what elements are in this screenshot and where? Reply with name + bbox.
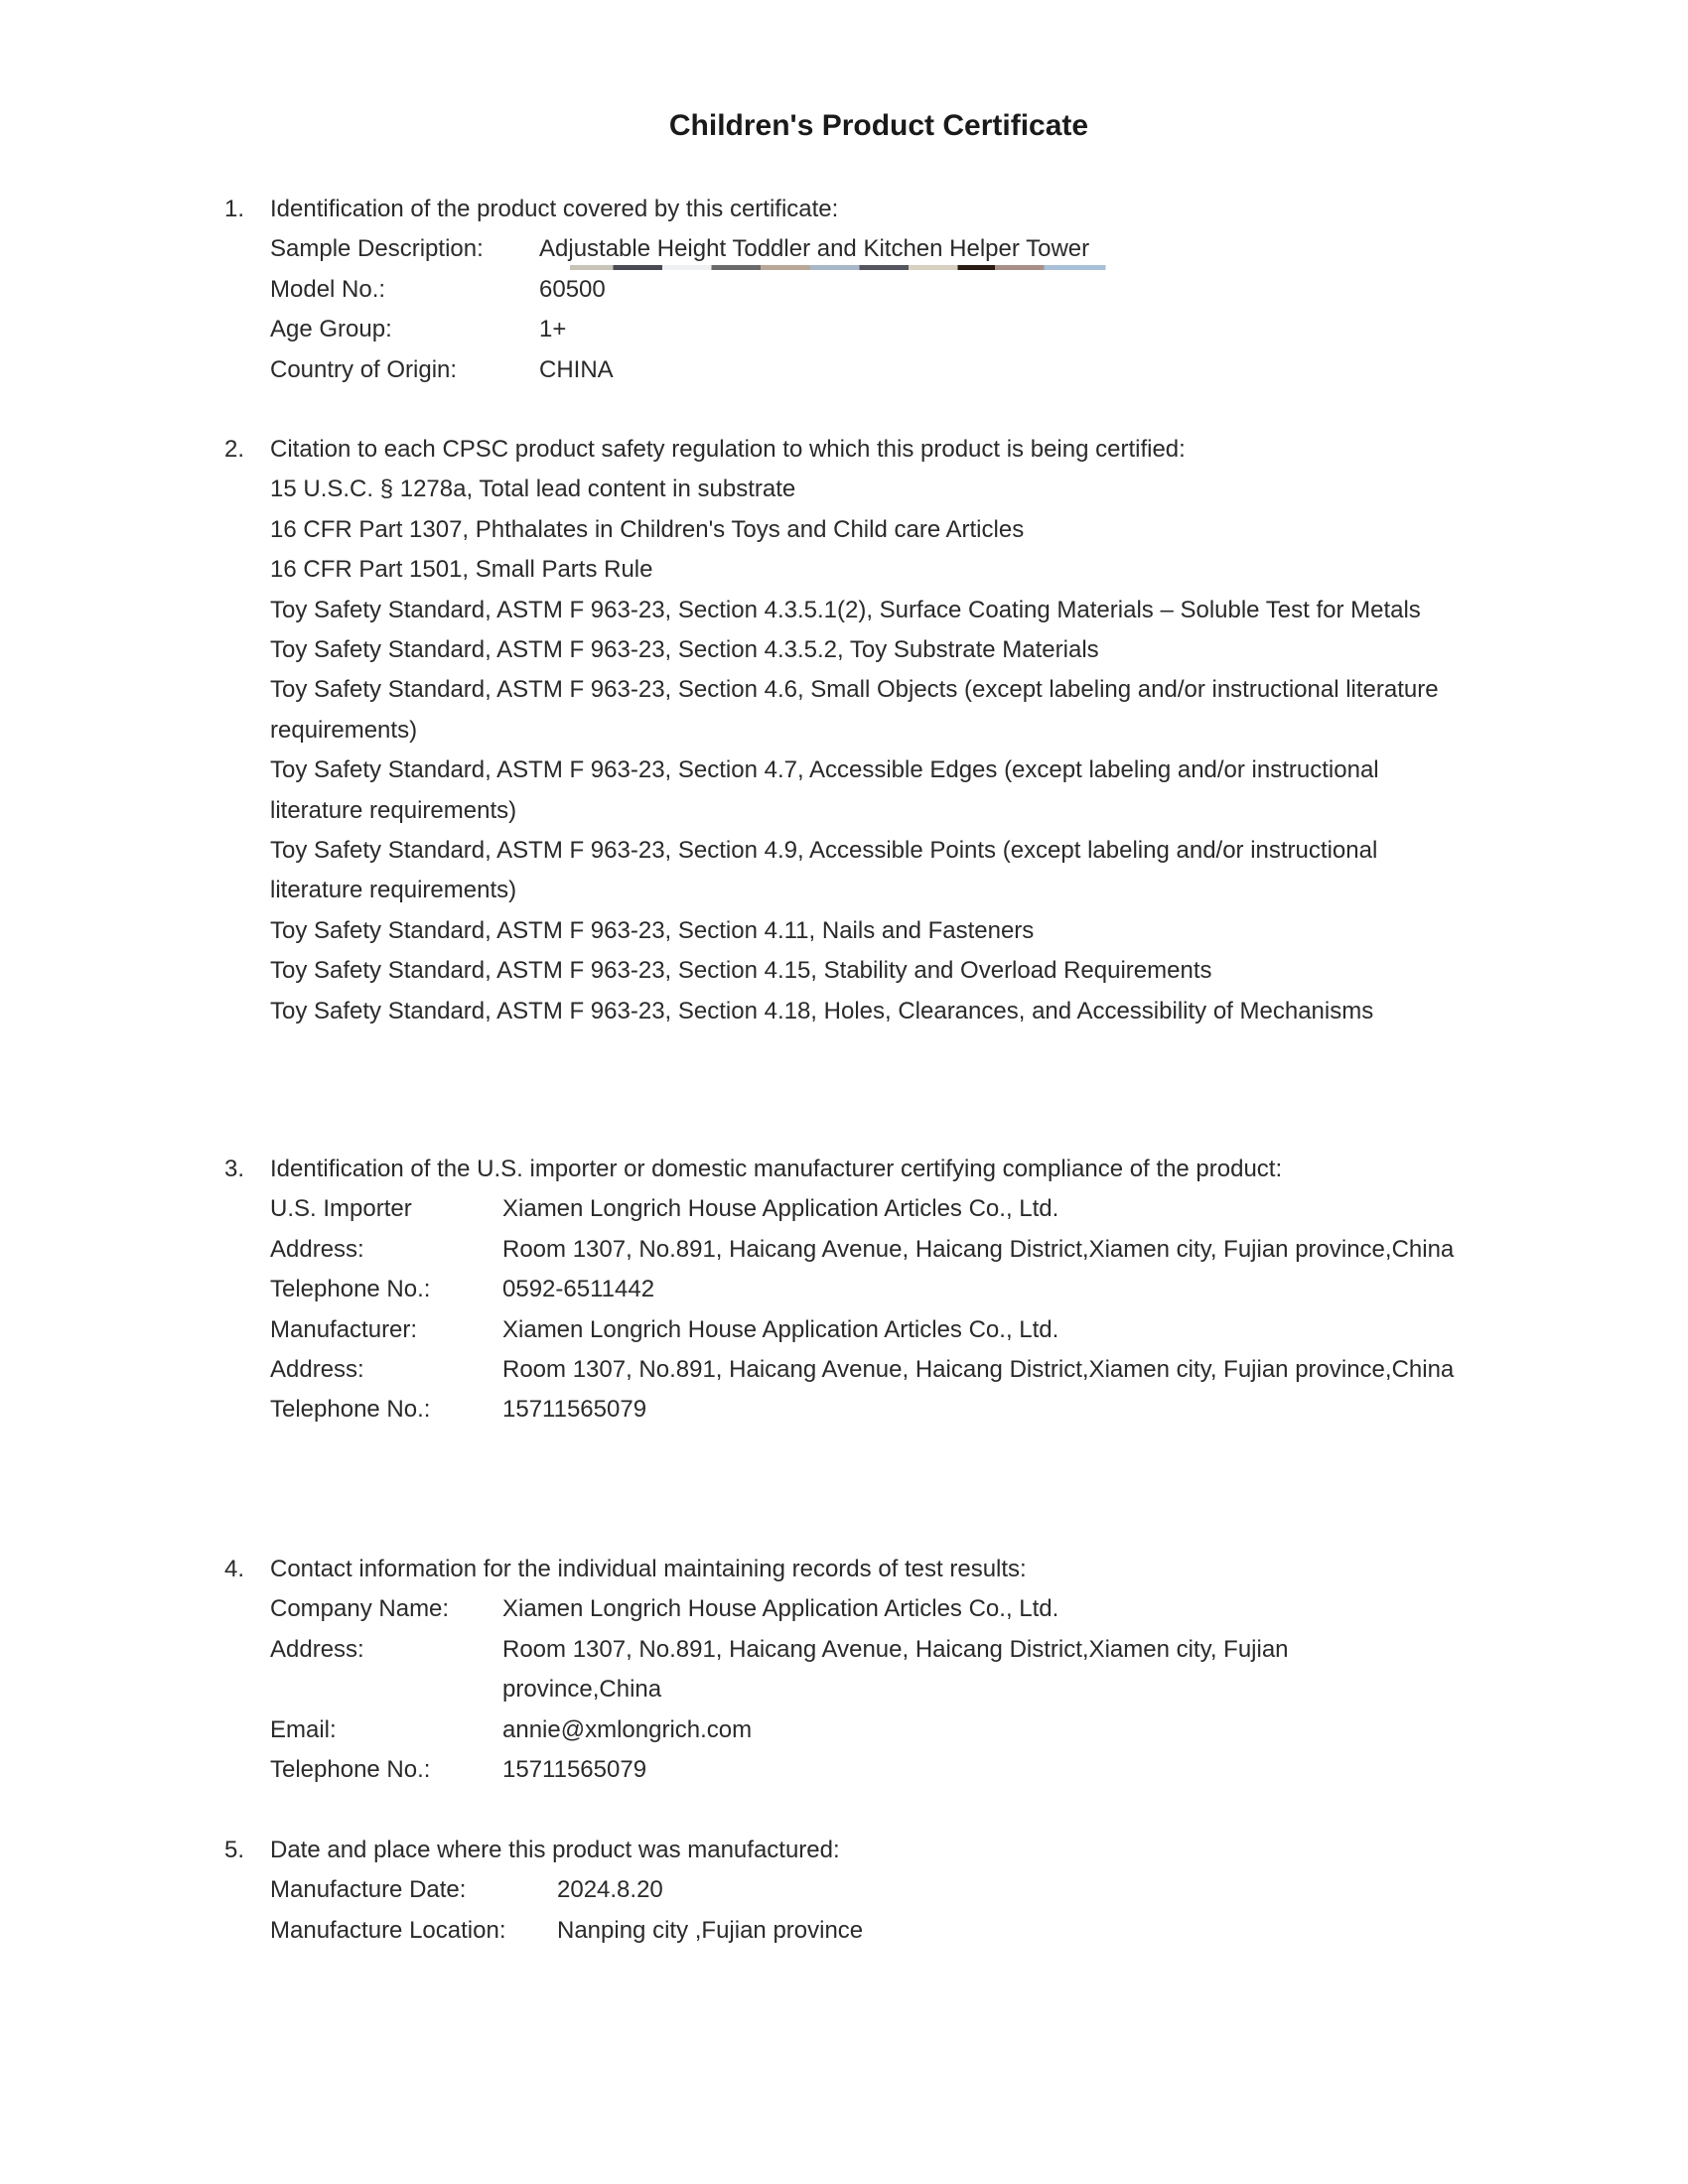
redaction-mask <box>539 265 1155 270</box>
regulation-item: 16 CFR Part 1501, Small Parts Rule <box>270 556 653 584</box>
field-value: 15711565079 <box>502 1756 647 1784</box>
regulation-item: Toy Safety Standard, ASTM F 963-23, Section 4.7, Accessible Edges (except labeling and/or instructional literature requirements) <box>270 756 1379 824</box>
field-row <box>270 1310 1495 1350</box>
field-row <box>270 270 1495 310</box>
field-row <box>270 1710 1366 1750</box>
field-label: Telephone No.: <box>270 1276 431 1303</box>
field-row <box>270 1589 1366 1629</box>
field-row <box>270 229 1495 269</box>
section-number: 3. <box>224 1156 245 1182</box>
field-value: Xiamen Longrich House Application Articles Co., Ltd. <box>502 1315 1059 1343</box>
field-value: 15711565079 <box>502 1396 647 1424</box>
section-number: 1. <box>224 196 245 222</box>
field-value: Room 1307, No.891, Haicang Avenue, Haicang District,Xiamen city, Fujian province,China <box>502 1356 1455 1384</box>
regulation-item: Toy Safety Standard, ASTM F 963-23, Section 4.3.5.2, Toy Substrate Materials <box>270 636 1099 664</box>
regulation-item: Toy Safety Standard, ASTM F 963-23, Section 4.6, Small Objects (except labeling and/or instructional literature requirements) <box>270 676 1439 744</box>
regulation-item: Toy Safety Standard, ASTM F 963-23, Section 4.15, Stability and Overload Requirements <box>270 957 1212 985</box>
field-row <box>270 1870 1495 1910</box>
regulation-item: 16 CFR Part 1307, Phthalates in Children's Toys and Child care Articles <box>270 515 1025 543</box>
redacted-value <box>539 229 1089 269</box>
regulation-item: Toy Safety Standard, ASTM F 963-23, Section 4.3.5.1(2), Surface Coating Materials – Soluble Test for Metals <box>270 596 1421 623</box>
field-value: CHINA <box>539 355 614 383</box>
section-heading: Identification of the U.S. importer or domestic manufacturer certifying compliance of the product: <box>270 1156 1283 1182</box>
field-row <box>270 1230 1495 1270</box>
field-row <box>270 1189 1495 1229</box>
field-row <box>270 1630 1366 1710</box>
section-manufacture <box>224 1831 1495 1951</box>
field-label: Country of Origin: <box>270 355 458 383</box>
regulation-item: Toy Safety Standard, ASTM F 963-23, Section 4.9, Accessible Points (except labeling and/or instructional literature requirements) <box>270 837 1378 904</box>
section-heading: Contact information for the individual maintaining records of test results: <box>270 1556 1027 1582</box>
field-label: Sample Description: <box>270 235 484 263</box>
field-value: Adjustable Height Toddler and Kitchen Helper Tower <box>539 235 1090 263</box>
email-value: annie@xmlongrich.com <box>502 1715 753 1743</box>
field-label: U.S. Importer <box>270 1195 412 1223</box>
field-value: 2024.8.20 <box>557 1876 663 1904</box>
field-value: Xiamen Longrich House Application Articles Co., Ltd. <box>502 1595 1059 1623</box>
field-label: Telephone No.: <box>270 1396 431 1424</box>
section-regulations <box>224 430 1456 1031</box>
field-label: Manufacture Location: <box>270 1916 506 1944</box>
field-value: Nanping city ,Fujian province <box>557 1916 864 1944</box>
field-label: Manufacture Date: <box>270 1876 467 1904</box>
field-label: Address: <box>270 1356 364 1384</box>
section-heading: Identification of the product covered by this certificate: <box>270 196 839 222</box>
field-value: 1+ <box>539 316 567 343</box>
field-row <box>270 1350 1495 1390</box>
field-value: 60500 <box>539 275 606 303</box>
section-importer <box>224 1150 1495 1431</box>
section-number: 2. <box>224 436 245 463</box>
field-label: Telephone No.: <box>270 1756 431 1784</box>
section-product-identification <box>224 190 1495 390</box>
regulation-item: Toy Safety Standard, ASTM F 963-23, Section 4.18, Holes, Clearances, and Accessibility of Mechanisms <box>270 997 1374 1024</box>
field-row <box>270 1270 1495 1309</box>
section-number: 4. <box>224 1556 245 1582</box>
field-row <box>270 1911 1495 1951</box>
field-label: Address: <box>270 1635 364 1663</box>
regulation-item: 15 U.S.C. § 1278a, Total lead content in substrate <box>270 476 796 503</box>
document-title: Children's Product Certificate <box>668 109 1089 142</box>
field-row <box>270 1750 1366 1790</box>
field-row <box>270 310 1495 349</box>
section-records-contact <box>224 1550 1366 1790</box>
field-row <box>270 350 1495 390</box>
field-label: Model No.: <box>270 275 386 303</box>
field-row <box>270 1390 1495 1430</box>
field-value: Room 1307, No.891, Haicang Avenue, Haicang District,Xiamen city, Fujian province,China <box>502 1635 1289 1704</box>
section-heading: Citation to each CPSC product safety regulation to which this product is being certified: <box>270 436 1186 463</box>
field-label: Age Group: <box>270 316 392 343</box>
regulation-item: Toy Safety Standard, ASTM F 963-23, Section 4.11, Nails and Fasteners <box>270 916 1035 944</box>
field-value: 0592-6511442 <box>502 1276 655 1303</box>
section-number: 5. <box>224 1837 245 1863</box>
field-value: Xiamen Longrich House Application Articles Co., Ltd. <box>502 1195 1059 1223</box>
section-heading: Date and place where this product was manufactured: <box>270 1837 840 1863</box>
field-label: Manufacturer: <box>270 1315 418 1343</box>
field-value: Room 1307, No.891, Haicang Avenue, Haicang District,Xiamen city, Fujian province,China <box>502 1235 1455 1263</box>
field-label: Email: <box>270 1715 337 1743</box>
field-label: Address: <box>270 1235 364 1263</box>
field-label: Company Name: <box>270 1595 450 1623</box>
